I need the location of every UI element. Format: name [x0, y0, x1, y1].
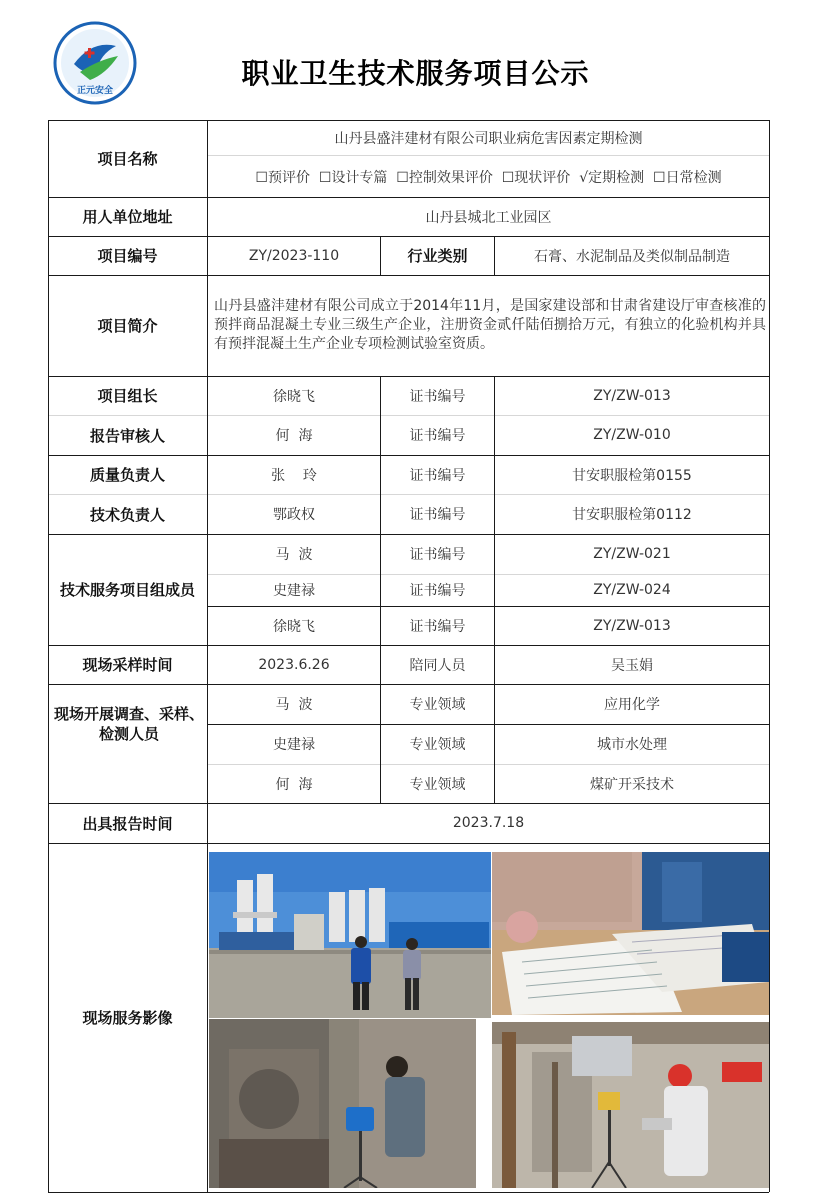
site-photo-detector — [209, 1019, 476, 1188]
field-value: 城市水处理 — [597, 737, 667, 753]
address-value: 山丹县城北工业园区 — [425, 209, 552, 226]
member-cert-label: 证书编号 — [409, 583, 466, 599]
tech-name: 鄂政权 — [273, 507, 315, 523]
member-cert: ZY/ZW-024 — [593, 582, 671, 598]
logo-text: 正元安全 — [76, 86, 114, 96]
site-photo-plant — [209, 852, 491, 1018]
field-value: 煤矿开采技术 — [590, 776, 674, 793]
tech-cert-label: 证书编号 — [409, 507, 466, 523]
reviewer-cert: ZY/ZW-010 — [593, 427, 671, 443]
field-value: 应用化学 — [604, 697, 660, 713]
member-cert: ZY/ZW-021 — [593, 546, 671, 562]
label-escort: 陪同人员 — [409, 657, 466, 674]
reviewer-cert-label: 证书编号 — [409, 428, 466, 444]
intro-text: 山丹县盛沣建材有限公司成立于2014年11月，是国家建设部和甘肃省建设厅审查核准的预拌商品混凝土专业三级生产企业，注册资金贰仟陆佰捌拾万元，有独立的化验机构并具有预拌混凝土生产企业专项检测试验室资质。 — [214, 298, 766, 352]
label-project-no: 项目编号 — [97, 247, 158, 265]
project-type-options: ☐预评价 ☐设计专篇 ☐控制效果评价 ☐现状评价 √定期检测 ☐日常检测 — [255, 169, 722, 186]
label-field-staff: 现场开展调查、采样、检测人员 — [54, 705, 205, 743]
project-no-value: ZY/2023-110 — [248, 247, 340, 264]
field-label: 专业领域 — [409, 737, 466, 753]
industry-value: 石膏、水泥制品及类似制品制造 — [534, 248, 730, 265]
member-cert-label: 证书编号 — [409, 547, 466, 563]
leader-cert: ZY/ZW-013 — [593, 387, 671, 404]
label-sampling-time: 现场采样时间 — [82, 656, 173, 674]
label-industry: 行业类别 — [407, 247, 468, 265]
field-label: 专业领域 — [409, 776, 466, 793]
label-quality: 质量负责人 — [89, 466, 165, 484]
quality-name: 张 玲 — [271, 467, 317, 484]
label-project-name: 项目名称 — [97, 150, 158, 168]
member-name: 史建禄 — [273, 583, 315, 599]
tech-cert: 甘安职服检第0112 — [572, 507, 692, 523]
report-time-value: 2023.7.18 — [452, 815, 525, 831]
member-cert: ZY/ZW-013 — [593, 617, 671, 634]
label-leader: 项目组长 — [97, 387, 158, 405]
field-staff-name: 何 海 — [275, 776, 313, 793]
member-name: 徐晓飞 — [273, 618, 315, 635]
label-address: 用人单位地址 — [82, 208, 173, 226]
reviewer-name: 何 海 — [275, 428, 313, 444]
field-staff-name: 马 波 — [275, 697, 313, 713]
member-name: 马 波 — [275, 547, 313, 563]
leader-cert-label: 证书编号 — [409, 388, 466, 405]
sampling-time-value: 2023.6.26 — [258, 656, 330, 673]
label-tech: 技术负责人 — [89, 505, 165, 524]
field-staff-name: 史建禄 — [273, 737, 315, 753]
label-photos: 现场服务影像 — [82, 1009, 173, 1027]
label-report-time: 出具报告时间 — [82, 814, 173, 833]
label-intro: 项目简介 — [97, 317, 158, 335]
label-reviewer: 报告审核人 — [89, 426, 165, 445]
label-members: 技术服务项目组成员 — [59, 581, 195, 599]
project-name-value: 山丹县盛沣建材有限公司职业病危害因素定期检测 — [334, 130, 643, 147]
site-photo-tripod — [492, 1022, 769, 1188]
quality-cert-label: 证书编号 — [409, 467, 466, 484]
escort-value: 吴玉娟 — [611, 657, 653, 674]
page-title: 职业卫生技术服务项目公示 — [241, 57, 590, 90]
quality-cert: 甘安职服检第0155 — [572, 467, 692, 484]
leader-name: 徐晓飞 — [273, 388, 315, 405]
field-label: 专业领域 — [409, 697, 466, 713]
site-photo-paperwork — [492, 852, 769, 1015]
member-cert-label: 证书编号 — [409, 618, 466, 635]
